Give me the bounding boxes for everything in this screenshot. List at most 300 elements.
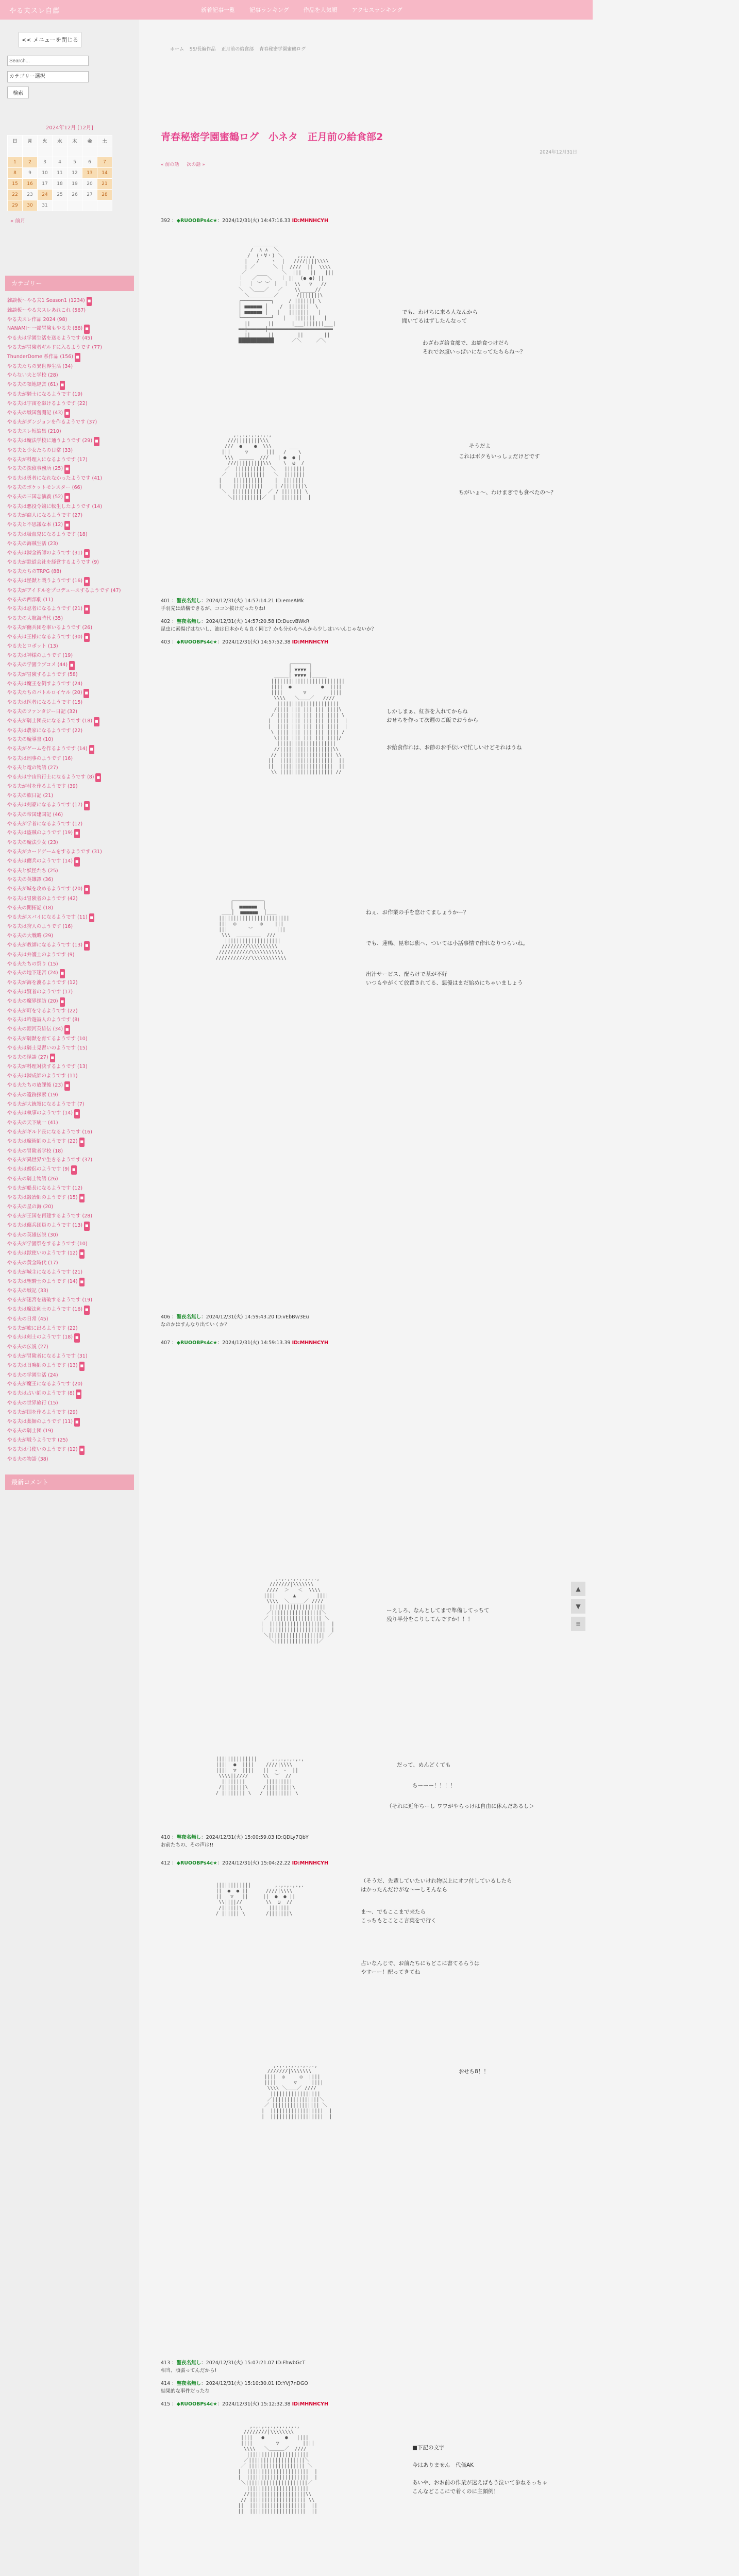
top-header: [0, 0, 593, 20]
category-item[interactable]: [7, 698, 132, 707]
new-badge-icon: ■: [64, 465, 70, 474]
category-item[interactable]: [7, 1062, 132, 1072]
new-badge-icon: ■: [89, 745, 95, 754]
category-item-label: やる夫が国を作るようです (29): [7, 1409, 78, 1415]
category-item[interactable]: [7, 1072, 132, 1081]
category-item-label: やる夫たちのTRPG (88): [7, 569, 62, 575]
category-item[interactable]: [7, 530, 132, 539]
category-item[interactable]: [7, 1277, 132, 1287]
category-item[interactable]: [7, 362, 132, 371]
category-item[interactable]: [7, 904, 132, 913]
breadcrumb-category[interactable]: SS/長編作品: [189, 47, 216, 52]
category-item[interactable]: [7, 1202, 132, 1212]
category-item-label: やる夫の伝説 (27): [7, 1344, 48, 1350]
category-item-label: やる夫は怪獣と戦うようです (16): [7, 578, 83, 584]
calendar-day[interactable]: 31: [38, 200, 53, 211]
category-item[interactable]: [7, 1081, 132, 1091]
calendar-day[interactable]: 22: [8, 190, 23, 200]
category-item-label: やる夫が王国を再建するようです (28): [7, 1213, 93, 1219]
category-item-label: やる夫は傭兵のようです (14): [7, 858, 73, 864]
calendar-day[interactable]: 28: [97, 190, 112, 200]
category-item-label: やる夫たちの放課後 (23): [7, 1082, 63, 1088]
calendar-day: [38, 146, 53, 157]
dialogue-11: ーえしろ、なんとしてまで準備してっちて 残り半分をこりしてんですか！！！: [387, 1607, 490, 1622]
category-item[interactable]: [7, 380, 132, 390]
category-item[interactable]: [7, 1259, 132, 1268]
category-item[interactable]: [7, 586, 132, 596]
category-item[interactable]: [7, 1212, 132, 1221]
category-item[interactable]: [7, 399, 132, 409]
category-item-label: やる夫の天下統一 (41): [7, 1120, 58, 1126]
category-item-label: やる夫が戦うようです (25): [7, 1437, 68, 1444]
category-item[interactable]: [7, 1455, 132, 1464]
calendar-day[interactable]: 27: [82, 190, 97, 200]
category-item[interactable]: [7, 688, 132, 698]
category-item[interactable]: [7, 1240, 132, 1249]
category-item[interactable]: [7, 1296, 132, 1305]
poster-name[interactable]: ◆RUOOBPs4c: [176, 1860, 213, 1866]
category-item[interactable]: [7, 483, 132, 493]
category-item[interactable]: [7, 539, 132, 549]
category-item-label: やる夫の海賊生活 (23): [7, 540, 58, 547]
category-item[interactable]: [7, 614, 132, 623]
category-item[interactable]: [7, 867, 132, 876]
category-item-label: やる夫の銀河英雄伝 (34): [7, 1026, 63, 1032]
calendar-day[interactable]: 12: [68, 168, 82, 179]
category-item[interactable]: [7, 1445, 132, 1455]
calendar-day[interactable]: 10: [38, 168, 53, 179]
category-item[interactable]: [7, 1249, 132, 1259]
category-item-label: やる夫スレ短編集 (210): [7, 429, 61, 435]
category-item-label: やる夫の騎士物語 (26): [7, 1176, 58, 1182]
category-item[interactable]: [7, 464, 132, 474]
category-item[interactable]: [7, 642, 132, 651]
search-input[interactable]: [7, 56, 89, 66]
category-item[interactable]: [7, 1025, 132, 1035]
category-item[interactable]: [7, 1100, 132, 1109]
category-item[interactable]: [7, 717, 132, 726]
category-item[interactable]: [7, 670, 132, 680]
calendar-day[interactable]: 20: [82, 179, 97, 190]
category-item[interactable]: [7, 436, 132, 446]
poster-id[interactable]: ID:MHNHCYH: [292, 1860, 328, 1866]
category-item[interactable]: [7, 1268, 132, 1277]
category-item[interactable]: [7, 1109, 132, 1118]
category-item[interactable]: [7, 1343, 132, 1352]
category-item-label: やる夫は傭兵団員のようです (13): [7, 1222, 83, 1228]
post-header: 410 ：聖夜名無し：2024/12/31(火) 15:00:59.03 ID:QDLy7QbY: [161, 1835, 309, 1840]
category-item[interactable]: [7, 726, 132, 736]
calendar-weekday: 火: [38, 135, 53, 146]
close-menu-button[interactable]: << メニューを閉じる: [19, 32, 81, 47]
category-item[interactable]: [7, 1221, 132, 1231]
new-badge-icon: ■: [69, 661, 75, 670]
breadcrumb-series[interactable]: 正月前の給食部: [221, 47, 254, 52]
category-item[interactable]: [7, 455, 132, 465]
category-item[interactable]: [7, 764, 132, 773]
calendar-day: [8, 146, 23, 157]
category-item[interactable]: [7, 894, 132, 904]
poster-name[interactable]: ◆RUOOBPs4c: [176, 2401, 213, 2407]
category-item[interactable]: [7, 960, 132, 969]
dialogue-17: 占いなんじで、お前たちにもどこに書てるらうは やすーー！配ってきてね: [361, 1960, 480, 1975]
calendar-day[interactable]: 21: [97, 179, 112, 190]
category-item[interactable]: [7, 969, 132, 978]
ascii-art-scene: [170, 2413, 548, 2576]
nav-new-articles[interactable]: 新着記事一覧: [201, 7, 235, 13]
category-item[interactable]: [7, 913, 132, 923]
category-item[interactable]: [7, 941, 132, 951]
category-item-label: やる夫の三国志演義 (52): [7, 494, 63, 500]
category-item[interactable]: [7, 1147, 132, 1156]
category-item[interactable]: [7, 875, 132, 885]
poster-id[interactable]: ID:MHNHCYH: [292, 639, 328, 645]
category-item[interactable]: [7, 848, 132, 857]
category-item[interactable]: [7, 735, 132, 744]
category-item-label: やる夫は執事のようです (14): [7, 1110, 73, 1116]
category-item[interactable]: [7, 857, 132, 867]
poster-name[interactable]: 聖夜名無し: [176, 2381, 201, 2386]
calendar-day[interactable]: 1: [8, 157, 23, 168]
nav-popular-works[interactable]: 作品を人気順: [303, 7, 338, 13]
dialogue-2: わざわざ給食部で、お給食つけだら それでお腹いっぱいになってたちらね～？: [423, 340, 526, 355]
category-item[interactable]: [7, 1371, 132, 1380]
dialogue-10: 出汁サービス、配らけで基が不好 いつもやがくて放置されてる、悪優はまだ始めにちゃいましょう: [366, 971, 523, 986]
category-item[interactable]: [7, 922, 132, 931]
dialogue-18: おせち8！！: [459, 2069, 489, 2075]
category-item-label: やる夫の騎士団 (19): [7, 1428, 54, 1434]
category-item-label: やる夫がカードゲームをするようです (31): [7, 849, 102, 855]
category-item[interactable]: [7, 1165, 132, 1175]
calendar-day[interactable]: 6: [82, 157, 97, 168]
new-badge-icon: ■: [60, 381, 65, 390]
category-item-label: やる夫は神様のようです (19): [7, 653, 73, 659]
category-item-label: やる夫の帝国建国記 (46): [7, 811, 63, 818]
category-item[interactable]: [7, 334, 132, 343]
category-item[interactable]: [7, 371, 132, 380]
category-item[interactable]: [7, 1044, 132, 1053]
post-header: 406 ：聖夜名無し：2024/12/31(火) 14:59:43.20 ID:vEbBv/3Eu: [161, 1314, 309, 1320]
category-item-label: やる夫は忍者になるようです (21): [7, 606, 83, 612]
calendar-day[interactable]: 5: [68, 157, 82, 168]
category-item[interactable]: [7, 493, 132, 502]
category-item-label: やる夫は錬成師のようです (11): [7, 1073, 78, 1079]
category-item[interactable]: [7, 801, 132, 810]
prev-article-link[interactable]: « 前の話: [161, 162, 179, 167]
post-header: 392 ：◆RUOOBPs4c★：2024/12/31(火) 14:47:16.33 ID:MHNHCYH: [161, 218, 328, 224]
category-item-label: やる夫の世界旅行 (15): [7, 1400, 58, 1406]
category-item[interactable]: [7, 427, 132, 436]
category-item-label: やる夫の西部劇 (11): [7, 597, 54, 603]
new-badge-icon: ■: [83, 689, 89, 698]
category-item-label: やる夫が騎獣を育てるようです (10): [7, 1036, 88, 1042]
poster-name[interactable]: 聖夜名無し: [176, 1314, 201, 1320]
calendar-day[interactable]: 13: [82, 168, 97, 179]
category-item[interactable]: [7, 680, 132, 689]
poster-name[interactable]: 聖夜名無し: [176, 1835, 201, 1840]
post-body: 結果的な事件だったな: [161, 2388, 210, 2394]
calendar-weekday: 日: [8, 135, 23, 146]
category-item[interactable]: [7, 1408, 132, 1417]
category-item[interactable]: [7, 1184, 132, 1193]
scroll-top-icon[interactable]: ▲: [571, 1582, 585, 1596]
category-item[interactable]: [7, 1324, 132, 1333]
category-item-label: 雑談板～やる夫スレあれこれ (567): [7, 307, 86, 313]
poster-name[interactable]: 聖夜名無し: [176, 598, 201, 604]
category-item[interactable]: [7, 931, 132, 941]
new-badge-icon: ■: [84, 941, 90, 951]
category-item-label: やる夫は狩人のようです (16): [7, 924, 73, 930]
category-item-label: やる夫のファンタジー日記 (32): [7, 709, 77, 715]
poster-id[interactable]: ID:MHNHCYH: [292, 2401, 328, 2407]
category-item-label: やる夫が商人になるようです (27): [7, 513, 83, 519]
category-item[interactable]: [7, 1035, 132, 1044]
category-item[interactable]: [7, 306, 132, 315]
category-item[interactable]: [7, 1417, 132, 1427]
category-item[interactable]: [7, 1380, 132, 1389]
new-badge-icon: ■: [79, 1278, 85, 1287]
calendar-day[interactable]: 18: [53, 179, 68, 190]
category-item[interactable]: [7, 633, 132, 642]
ascii-art-scene: [170, 231, 556, 591]
category-item-label: やる夫の開拓記 (18): [7, 905, 54, 911]
category-item[interactable]: [7, 549, 132, 558]
category-item[interactable]: [7, 1175, 132, 1184]
category-item[interactable]: [7, 352, 132, 362]
category-item-label: やる夫と不思議な本 (12): [7, 522, 63, 528]
category-item[interactable]: [7, 1231, 132, 1240]
category-item-label: ThunderDome 系作品 (156): [7, 353, 73, 360]
category-item[interactable]: [7, 651, 132, 660]
category-item[interactable]: [7, 1286, 132, 1296]
category-list: [7, 296, 132, 1464]
dialogue-19: ■下記の文字 今はありません 代価AK あいや、おお前の作業が迷えばもう泣いて参ねるっちゃ こんなどここにで着くのに主顔例！: [412, 2445, 548, 2495]
calendar-day: [82, 146, 97, 157]
poster-name[interactable]: ◆RUOOBPs4c: [176, 1340, 213, 1346]
category-item[interactable]: [7, 1389, 132, 1399]
post-body: 相当、頑張ってんだから!: [161, 2368, 217, 2374]
category-item-label: やる夫が騎士になるようです (19): [7, 391, 83, 397]
category-item[interactable]: [7, 978, 132, 988]
category-item[interactable]: [7, 660, 132, 670]
category-item[interactable]: [7, 520, 132, 530]
category-item[interactable]: [7, 409, 132, 418]
new-badge-icon: ■: [94, 437, 99, 446]
category-item[interactable]: [7, 596, 132, 605]
post-header: 402 ：聖夜名無し：2024/12/31(火) 14:57:20.58 ID:DucvBWkR: [161, 619, 310, 624]
category-item-label: やる夫の学園ラブコメ (44): [7, 662, 68, 668]
poster-id[interactable]: ID:MHNHCYH: [292, 218, 328, 224]
ascii-art: |||||||||||||| ,.,.,.,.,., |||| ● |||| ////|\\\\ |||| ▽ |||| || - - || \\\\||//// \\ ︶ // |||||||| ||||||||| /||||||||\ /|||||||||\ / |||||||| \ / ||||||||| \: [215, 1756, 305, 1796]
category-item[interactable]: [7, 390, 132, 399]
category-item-label: やる夫たちのバトルロイヤル (20): [7, 690, 82, 696]
post-header: 413 ：聖夜名無し：2024/12/31(火) 15:07:21.07 ID:FhwbGcT: [161, 2360, 306, 2366]
new-badge-icon: ■: [74, 1418, 80, 1427]
category-item[interactable]: [7, 324, 132, 334]
category-item[interactable]: [7, 744, 132, 754]
category-item[interactable]: [7, 988, 132, 997]
category-item[interactable]: [7, 791, 132, 801]
calendar-day: [23, 146, 38, 157]
new-badge-icon: ■: [64, 521, 70, 530]
search-button[interactable]: 検索: [7, 87, 29, 98]
category-item[interactable]: [7, 1399, 132, 1408]
category-item-label: やる夫は盗賊のようです (19): [7, 830, 73, 836]
category-item[interactable]: [7, 820, 132, 829]
category-item-label: やる夫がアイドルをプロデュースするようです (47): [7, 587, 121, 594]
dialogue-5: ちがいょ～、わけまぎでも食べたの～？: [459, 489, 556, 496]
calendar-day[interactable]: 24: [38, 190, 53, 200]
category-item[interactable]: [7, 511, 132, 520]
category-item[interactable]: [7, 343, 132, 352]
calendar-day[interactable]: 30: [23, 200, 38, 211]
new-badge-icon: ■: [79, 1362, 85, 1371]
category-item-label: やる夫のポケットモンスター (66): [7, 484, 82, 490]
category-item[interactable]: [7, 418, 132, 427]
calendar-prev-link[interactable]: « 前月: [10, 218, 26, 224]
calendar-day[interactable]: 7: [97, 157, 112, 168]
category-item-label: やる夫の冒険者学校 (18): [7, 1148, 63, 1154]
category-item[interactable]: [7, 1352, 132, 1361]
category-item[interactable]: [7, 754, 132, 764]
category-item-label: やる夫の英雄伝説 (30): [7, 1232, 58, 1238]
calendar-day[interactable]: 14: [97, 168, 112, 179]
category-item[interactable]: [7, 885, 132, 894]
poster-name[interactable]: 聖夜名無し: [176, 2360, 201, 2366]
category-item[interactable]: [7, 951, 132, 960]
category-item[interactable]: [7, 810, 132, 820]
category-item[interactable]: [7, 782, 132, 791]
calendar-day[interactable]: 8: [8, 168, 23, 179]
category-select[interactable]: カテゴリー選択: [7, 71, 89, 82]
poster-name[interactable]: 聖夜名無し: [176, 619, 201, 624]
category-item[interactable]: [7, 502, 132, 512]
category-item[interactable]: [7, 623, 132, 633]
category-item[interactable]: [7, 1436, 132, 1445]
poster-name[interactable]: ◆RUOOBPs4c: [176, 218, 213, 224]
sidebar: [0, 20, 139, 2576]
category-item-label: やる夫は医者になるようです (15): [7, 700, 83, 706]
category-item-label: やる夫は聖騎士のようです (14): [7, 1278, 78, 1284]
menu-icon[interactable]: ≡: [571, 1617, 585, 1631]
category-item[interactable]: [7, 558, 132, 567]
category-item-label: やる夫は剣豪になるようです (17): [7, 802, 83, 808]
site-title[interactable]: やる夫スレ自薦: [9, 7, 60, 15]
new-badge-icon: ■: [64, 409, 70, 418]
category-item-label: やる夫の学園生活 (24): [7, 1372, 58, 1378]
post-body: お前たちの、その声は!!: [161, 1842, 214, 1848]
category-item[interactable]: [7, 997, 132, 1007]
poster-id[interactable]: ID:MHNHCYH: [292, 1340, 328, 1346]
category-item[interactable]: [7, 1091, 132, 1100]
category-item[interactable]: [7, 604, 132, 614]
category-item[interactable]: [7, 474, 132, 483]
category-item[interactable]: [7, 567, 132, 577]
calendar-day[interactable]: 3: [38, 157, 53, 168]
calendar-day[interactable]: 25: [53, 190, 68, 200]
new-badge-icon: ■: [74, 1333, 80, 1343]
calendar-day[interactable]: 9: [23, 168, 38, 179]
category-item[interactable]: [7, 296, 132, 306]
calendar-day[interactable]: 26: [68, 190, 82, 200]
calendar-day[interactable]: 17: [38, 179, 53, 190]
post-header: 407 ：◆RUOOBPs4c★：2024/12/31(火) 14:59:13.39 ID:MHNHCYH: [161, 1340, 328, 1346]
calendar-weekday: 水: [53, 135, 68, 146]
category-item-label: やる夫がダンジョンを作るようです (37): [7, 419, 97, 426]
category-item[interactable]: [7, 446, 132, 455]
category-item[interactable]: [7, 1427, 132, 1436]
category-item-label: やる夫は魔王を倒すようです (24): [7, 681, 83, 687]
category-item[interactable]: [7, 1305, 132, 1315]
category-item-label: やる夫の旅日記 (21): [7, 793, 54, 799]
category-item[interactable]: [7, 828, 132, 838]
calendar-day[interactable]: 19: [68, 179, 82, 190]
category-item[interactable]: [7, 1128, 132, 1137]
scroll-bottom-icon[interactable]: ▼: [571, 1599, 585, 1614]
category-item-label: やる夫は宇宙を駆けるようです (22): [7, 400, 88, 406]
category-item[interactable]: [7, 1053, 132, 1063]
calendar-day[interactable]: 11: [53, 168, 68, 179]
poster-name[interactable]: ◆RUOOBPs4c: [176, 639, 213, 645]
nav-article-ranking[interactable]: 記事ランキング: [249, 7, 289, 13]
calendar-day[interactable]: 2: [23, 157, 38, 168]
category-item-label: やる夫が冒険者ギルドに入るようです (77): [7, 344, 102, 350]
new-badge-icon: ■: [64, 1025, 70, 1035]
category-item[interactable]: [7, 838, 132, 848]
breadcrumb-home[interactable]: ホーム: [170, 47, 184, 52]
category-item[interactable]: [7, 773, 132, 783]
new-badge-icon: ■: [89, 913, 95, 923]
floating-toolbar: [571, 1582, 585, 1634]
calendar-day[interactable]: 15: [8, 179, 23, 190]
nav-access-ranking[interactable]: アクセスランキング: [351, 7, 403, 13]
category-item[interactable]: [7, 1361, 132, 1371]
category-item[interactable]: [7, 577, 132, 586]
category-item[interactable]: [7, 1156, 132, 1165]
calendar-day[interactable]: 23: [23, 190, 38, 200]
category-item[interactable]: [7, 1118, 132, 1128]
dialogue-4: これはボクもいっしょだけどです: [459, 453, 540, 460]
new-badge-icon: ■: [79, 1138, 85, 1147]
category-item-label: やる夫がスパイになるようです (11): [7, 914, 88, 920]
next-article-link[interactable]: 次の話 »: [187, 162, 205, 167]
ascii-art-scene: [170, 651, 541, 1295]
category-item[interactable]: [7, 1333, 132, 1343]
new-badge-icon: ■: [84, 885, 90, 894]
calendar-title[interactable]: 2024年12月 [12月]: [46, 125, 93, 131]
category-item-label: やる夫が迷宮を踏破するようです (19): [7, 1297, 93, 1303]
category-item[interactable]: [7, 1015, 132, 1025]
category-item[interactable]: [7, 707, 132, 717]
category-item-label: やる夫が異世界で生きるようです (37): [7, 1157, 93, 1163]
category-item[interactable]: [7, 1007, 132, 1016]
category-item[interactable]: [7, 1137, 132, 1147]
calendar-day[interactable]: 4: [53, 157, 68, 168]
calendar-day[interactable]: 16: [23, 179, 38, 190]
top-nav: [201, 6, 402, 14]
category-item-label: やる夫の黄金時代 (17): [7, 1260, 58, 1266]
breadcrumb: [170, 45, 593, 52]
category-item[interactable]: [7, 1193, 132, 1203]
new-badge-icon: ■: [60, 997, 65, 1007]
calendar-day[interactable]: 29: [8, 200, 23, 211]
category-item[interactable]: [7, 315, 132, 325]
category-item-label: やる夫は賢者のようです (17): [7, 989, 73, 995]
category-item[interactable]: [7, 1315, 132, 1324]
new-badge-icon: ■: [84, 325, 90, 334]
category-item-label: やる夫が騎士団長になるようです (18): [7, 718, 93, 724]
category-item-label: やる夫の大戦略 (29): [7, 933, 54, 939]
